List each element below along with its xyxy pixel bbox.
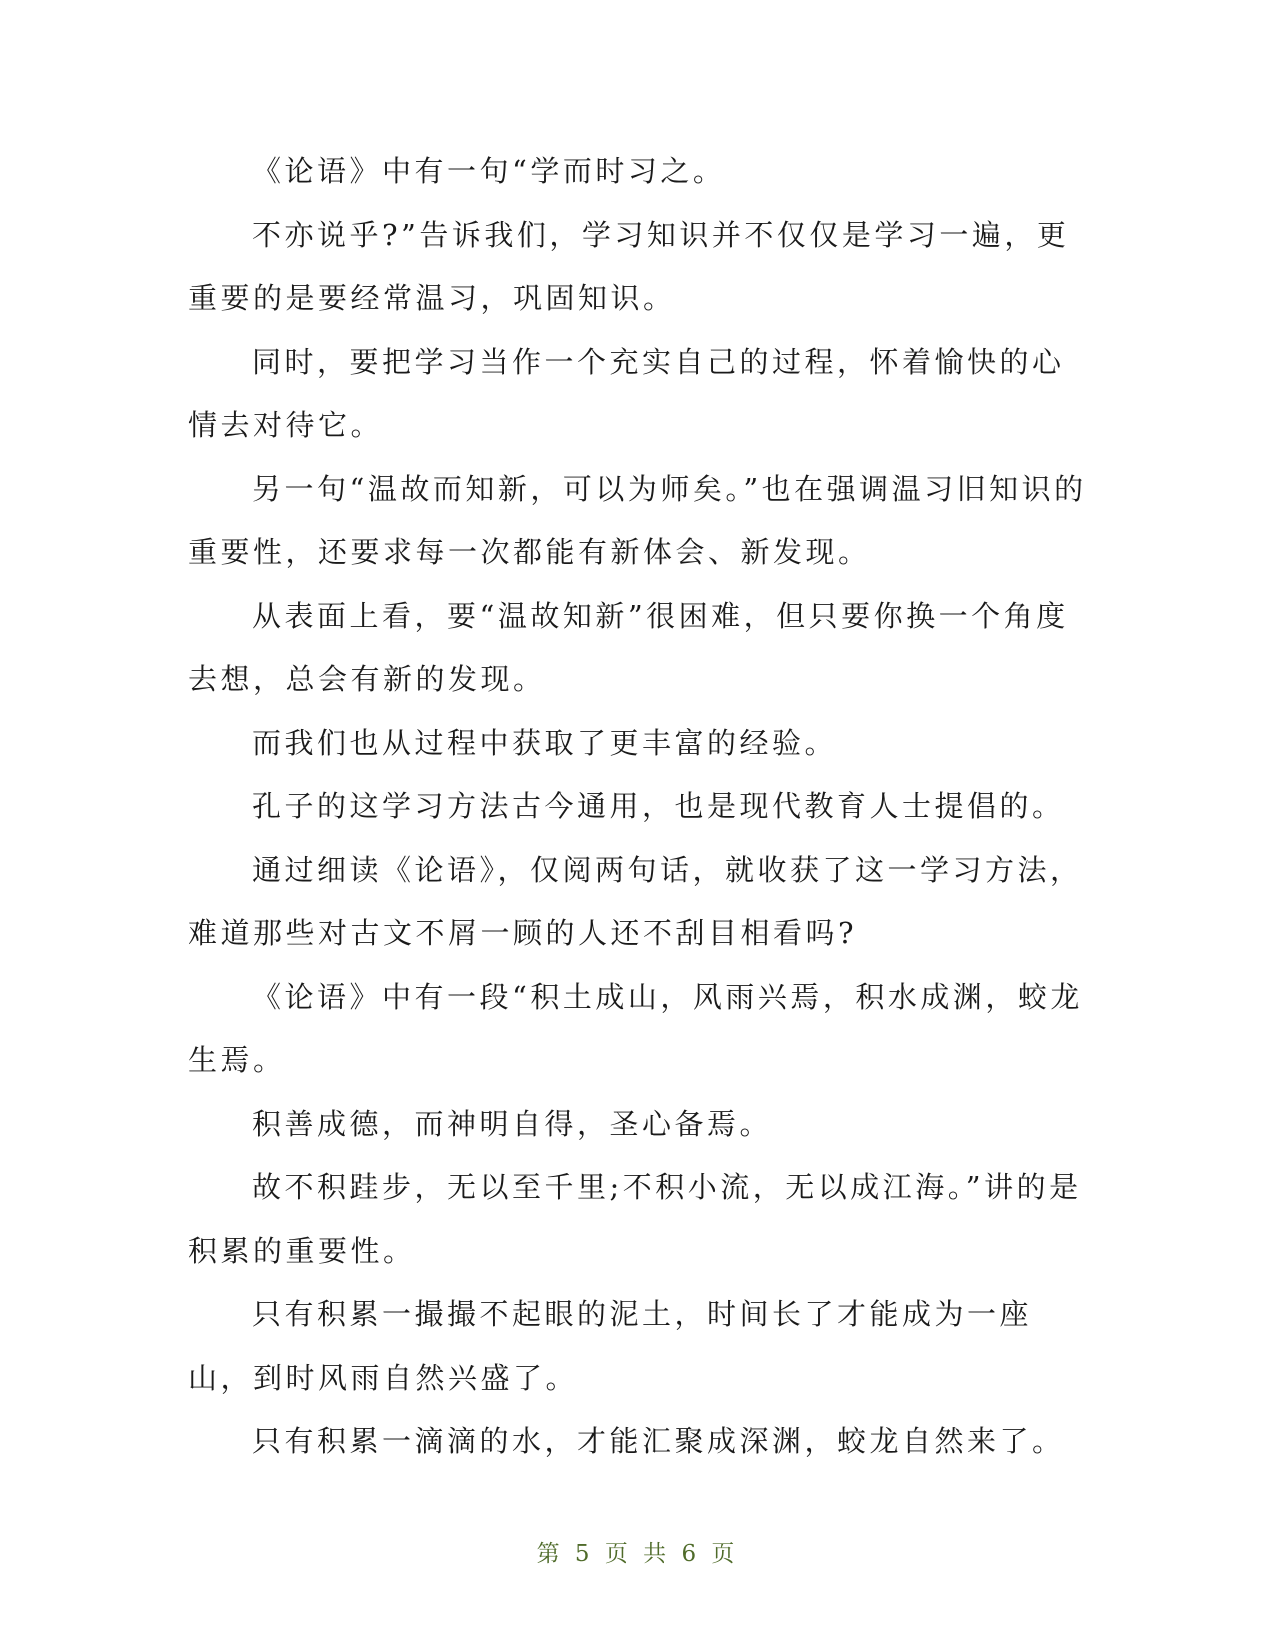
footer-current-page: 5 (574, 1541, 594, 1567)
footer-suffix: 页 (711, 1541, 739, 1567)
footer-middle: 页 共 (604, 1541, 671, 1567)
paragraph: 通过细读《论语》，仅阅两句话，就收获了这一学习方法，难道那些对古文不屑一顾的人还不刮目相看吗? (188, 852, 1083, 950)
paragraph: 故不积跬步，无以至千里;不积小流，无以成江海。”讲的是积累的重要性。 (188, 1170, 1082, 1268)
paragraph: 不亦说乎?”告诉我们，学习知识并不仅仅是学习一遍，更重要的是要经常温习，巩固知识。 (188, 217, 1070, 315)
paragraph: 只有积累一滴滴的水，才能汇聚成深渊，蛟龙自然来了。 (252, 1424, 1065, 1458)
paragraph: 孔子的这学习方法古今通用，也是现代教育人士提倡的。 (252, 789, 1065, 823)
paragraph: 另一句“温故而知新，可以为师矣。”也在强调温习旧知识的重要性，还要求每一次都能有新体会、新发现。 (188, 471, 1087, 569)
paragraph: 从表面上看，要“温故知新”很困难，但只要你换一个角度去想，总会有新的发现。 (188, 598, 1069, 696)
paragraph: 积善成德，而神明自得，圣心备焉。 (252, 1106, 773, 1141)
footer-prefix: 第 (536, 1541, 564, 1567)
paragraph: 只有积累一撮撮不起眼的泥土，时间长了才能成为一座山，到时风雨自然兴盛了。 (188, 1297, 1033, 1395)
body-text (188, 140, 1088, 1474)
footer-total-pages: 6 (681, 1541, 701, 1567)
page-footer (0, 1535, 1275, 1568)
paragraph: 而我们也从过程中获取了更丰富的经验。 (252, 725, 838, 760)
paragraph: 《论语》中有一段“积土成山，风雨兴焉，积水成渊，蛟龙生焉。 (188, 979, 1083, 1077)
paragraph: 同时，要把学习当作一个充实自己的过程，怀着愉快的心情去对待它。 (188, 344, 1065, 442)
paragraph: 《论语》中有一句“学而时习之。 (252, 154, 726, 188)
